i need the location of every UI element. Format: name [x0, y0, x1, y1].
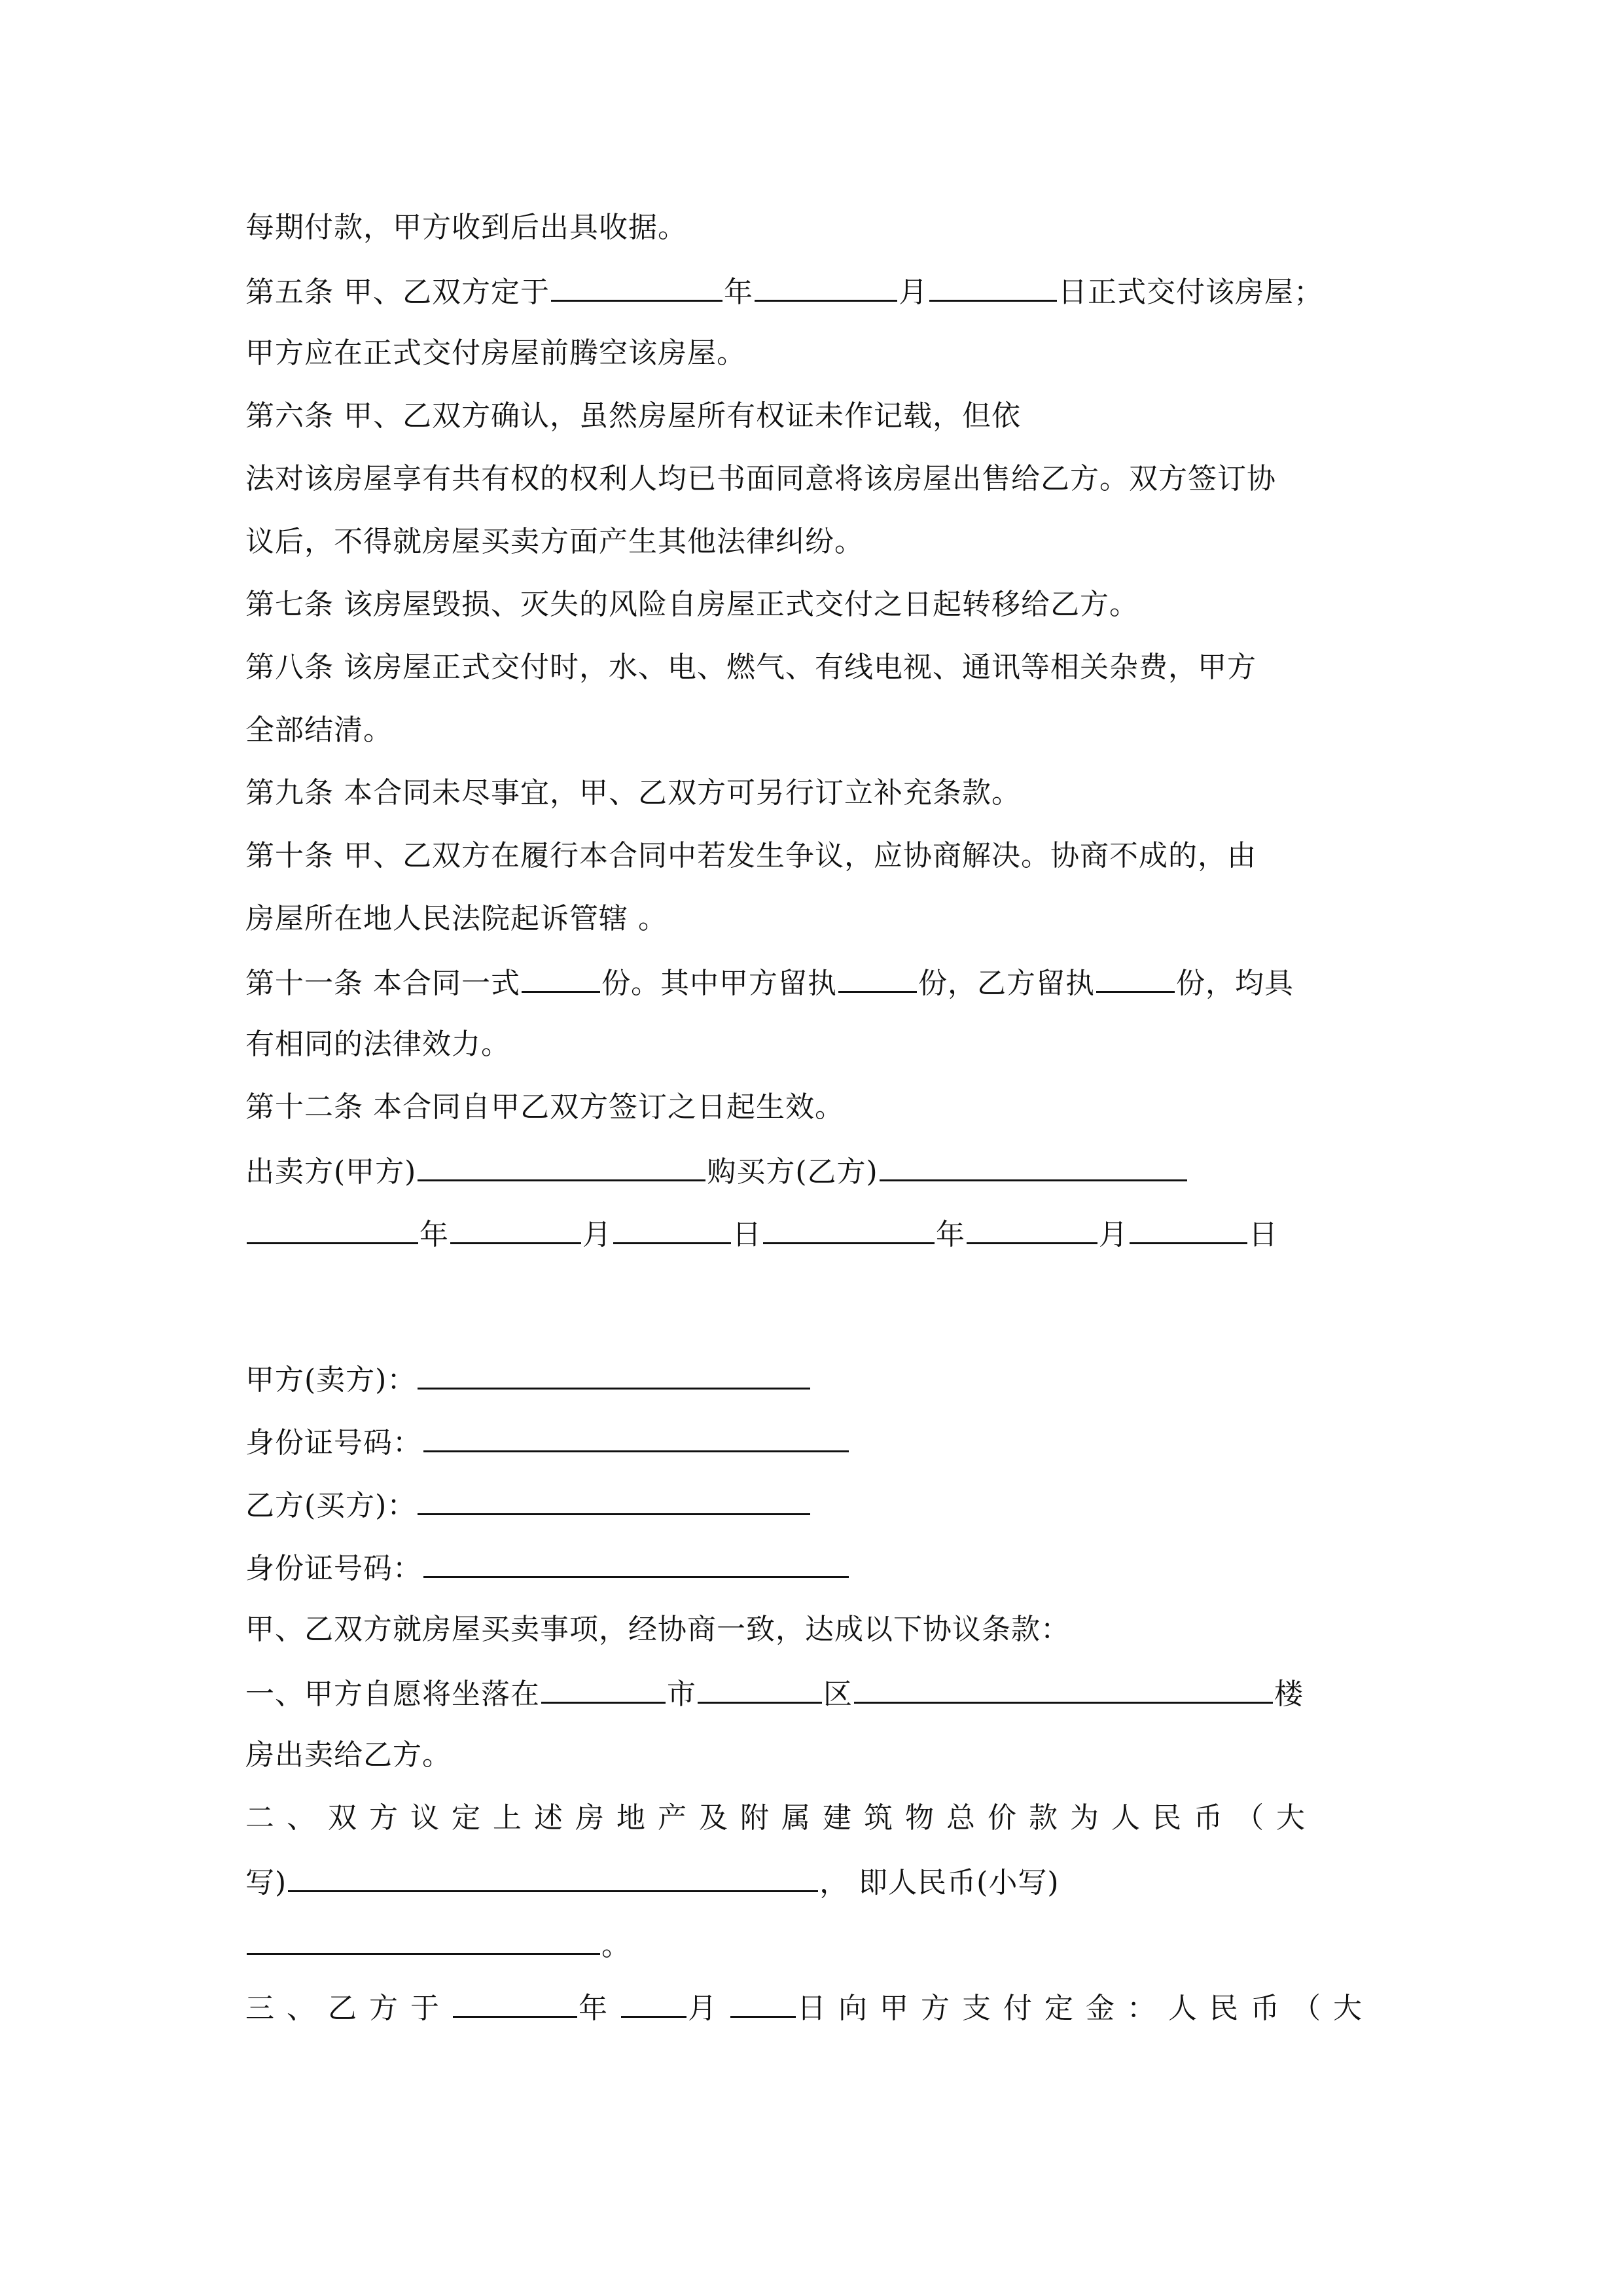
city-label: 市 — [667, 1677, 696, 1711]
seller-month-field[interactable] — [450, 1213, 581, 1244]
buyer-signature-field[interactable] — [880, 1151, 1187, 1181]
buyer-year-field[interactable] — [763, 1213, 935, 1244]
clause-12-line — [245, 1088, 844, 1127]
seller-signature-field[interactable] — [418, 1151, 705, 1181]
text-line-payment-receipt — [245, 208, 687, 247]
city-field[interactable] — [541, 1673, 666, 1704]
seller-day-field[interactable] — [613, 1213, 731, 1244]
item-2-text: 二、双方议定上述房地产及附属建筑物总价款为人民币（大 — [245, 1801, 1317, 1835]
text-line — [245, 334, 746, 373]
month-label: 月 — [1099, 1218, 1128, 1251]
text-line — [245, 1025, 510, 1064]
line-text: 有相同的法律效力。 — [245, 1028, 510, 1061]
lowercase-label: ， 即人民币(小写) — [819, 1866, 1060, 1899]
signature-parties-line — [245, 1151, 1188, 1192]
clause-12-text: 第十二条 本合同自甲乙双方签订之日起生效。 — [245, 1090, 844, 1124]
item-3-text: 三、乙方于 — [245, 1992, 452, 2025]
clause-5-line — [245, 271, 1323, 312]
seller-year-field[interactable] — [247, 1213, 418, 1244]
line-text: 房出卖给乙方。 — [245, 1738, 452, 1772]
buyer-name-label: 乙方(买方)： — [245, 1489, 417, 1522]
clause-5-text: 第五条 甲、乙双方定于 — [245, 276, 550, 309]
clause-11-text-b: 份。其中甲方留执 — [601, 967, 837, 1000]
blank-copies-party-a[interactable] — [838, 962, 917, 993]
seller-name-line — [245, 1359, 812, 1400]
year-label: 年 — [419, 1218, 449, 1251]
month-label: 月 — [899, 276, 928, 309]
seller-id-line — [245, 1422, 850, 1463]
day-label: 日正式交付该房屋； — [1058, 276, 1323, 309]
text-line — [245, 899, 668, 939]
line-text: 法对该房屋享有共有权的权利人均已书面同意将该房屋出售给乙方。双方签订协 — [245, 462, 1276, 495]
item-2-amount-line — [245, 1861, 1060, 1903]
clause-6-line — [245, 397, 1021, 436]
buyer-id-line — [245, 1547, 850, 1588]
clause-8-line — [245, 648, 1257, 687]
text-line — [245, 459, 1276, 499]
line-text: 甲方应在正式交付房屋前腾空该房屋。 — [245, 336, 746, 370]
clause-8-text: 第八条 该房屋正式交付时，水、电、燃气、有线电视、通讯等相关杂费，甲方 — [245, 651, 1257, 684]
clause-7-text: 第七条 该房屋毁损、灭失的风险自房屋正式交付之日起转移给乙方。 — [245, 588, 1139, 621]
agreement-intro-text: 甲、乙双方就房屋买卖事项，经协商一致，达成以下协议条款： — [245, 1613, 1070, 1646]
blank-year-field[interactable] — [551, 271, 722, 302]
building-label: 楼 — [1274, 1677, 1304, 1711]
deposit-day-field[interactable] — [730, 1987, 796, 2018]
line-text: 全部结清。 — [245, 713, 393, 747]
buyer-day-field[interactable] — [1130, 1213, 1247, 1244]
buyer-id-label: 身份证号码： — [245, 1552, 422, 1585]
clause-10-line — [245, 836, 1257, 876]
clause-9-text: 第九条 本合同未尽事宜，甲、乙双方可另行订立补充条款。 — [245, 776, 1021, 810]
blank-day-field[interactable] — [929, 271, 1057, 302]
item-2-amount-lowercase-line — [245, 1924, 631, 1965]
year-label: 年 — [724, 276, 753, 309]
buyer-name-line — [245, 1484, 812, 1526]
district-field[interactable] — [698, 1673, 822, 1704]
blank-month-field[interactable] — [755, 271, 897, 302]
seller-name-label: 甲方(卖方)： — [245, 1363, 417, 1397]
clause-7-line — [245, 585, 1139, 624]
signature-dates-line — [245, 1213, 1278, 1255]
amount-uppercase-field[interactable] — [288, 1861, 818, 1892]
buyer-month-field[interactable] — [967, 1213, 1097, 1244]
text-line — [245, 522, 864, 562]
item-1-line — [245, 1673, 1304, 1714]
day-label: 日 — [732, 1218, 762, 1251]
period-mark: 。 — [601, 1929, 631, 1962]
amount-lowercase-field[interactable] — [247, 1924, 600, 1955]
blank-copies-total[interactable] — [522, 962, 600, 993]
buyer-id-field[interactable] — [423, 1547, 849, 1578]
seller-id-label: 身份证号码： — [245, 1426, 422, 1460]
line-text: 房屋所在地人民法院起诉管辖 。 — [245, 902, 668, 935]
seller-name-field[interactable] — [418, 1359, 810, 1390]
month-label: 月 — [582, 1218, 612, 1251]
clause-11-text-c: 份，乙方留执 — [918, 967, 1095, 1000]
uppercase-label: 写) — [245, 1866, 287, 1899]
seller-label: 出卖方(甲方) — [245, 1155, 417, 1189]
item-3-text-b: 日向甲方支付定金：人民币（大 — [797, 1992, 1374, 2025]
month-label: 月 — [688, 1992, 729, 2025]
year-label: 年 — [936, 1218, 965, 1251]
clause-10-text: 第十条 甲、乙双方在履行本合同中若发生争议，应协商解决。协商不成的，由 — [245, 839, 1257, 872]
buyer-name-field[interactable] — [418, 1484, 810, 1515]
agreement-intro-line — [245, 1610, 1070, 1649]
clause-6-text: 第六条 甲、乙双方确认，虽然房屋所有权证未作记载，但依 — [245, 399, 1021, 433]
day-label: 日 — [1249, 1218, 1278, 1251]
item-3-line — [245, 1987, 1374, 2028]
year-label: 年 — [579, 1992, 620, 2025]
building-field[interactable] — [854, 1673, 1273, 1704]
item-2-line — [245, 1799, 1317, 1838]
text-line — [245, 1736, 452, 1775]
buyer-label: 购买方(乙方) — [707, 1155, 878, 1189]
district-label: 区 — [823, 1677, 853, 1711]
seller-id-field[interactable] — [423, 1422, 849, 1452]
deposit-year-field[interactable] — [453, 1987, 577, 2018]
line-text: 议后，不得就房屋买卖方面产生其他法律纠纷。 — [245, 525, 864, 558]
line-text: 每期付款，甲方收到后出具收据。 — [245, 211, 687, 244]
item-1-text: 一、甲方自愿将坐落在 — [245, 1677, 540, 1711]
text-line — [245, 711, 393, 750]
clause-9-line — [245, 774, 1021, 813]
clause-11-text-d: 份，均具 — [1176, 967, 1294, 1000]
blank-copies-party-b[interactable] — [1096, 962, 1175, 993]
clause-11-line — [245, 962, 1294, 1003]
clause-11-text: 第十一条 本合同一式 — [245, 967, 520, 1000]
deposit-month-field[interactable] — [621, 1987, 687, 2018]
